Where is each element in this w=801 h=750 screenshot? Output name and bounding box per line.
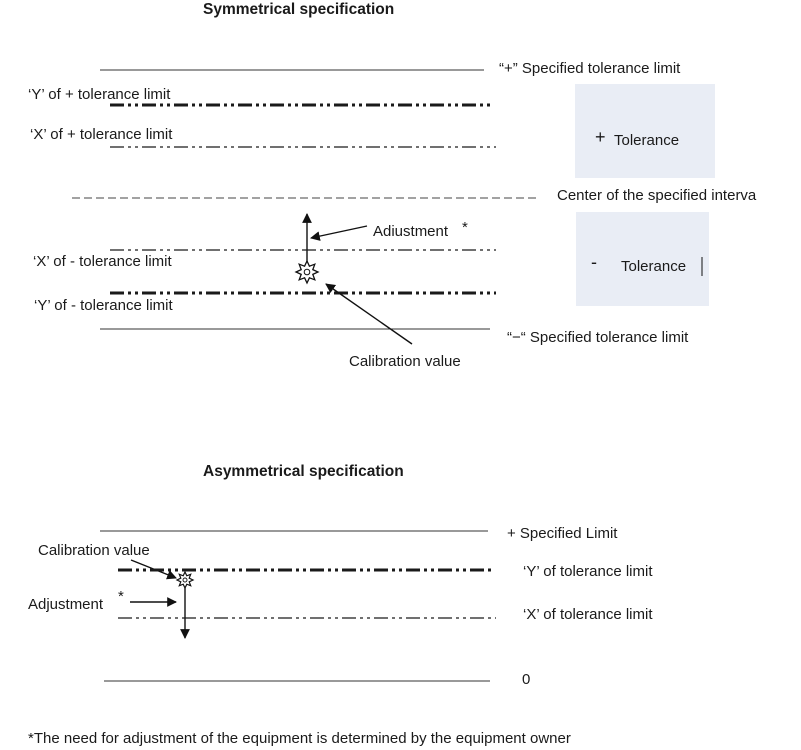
asym-adjustment-label: Adjustment (28, 596, 104, 613)
calibration-label: Calibration value (349, 353, 461, 370)
adjustment-pointer-arrow (311, 226, 367, 238)
minus-spec-limit-label: “−“ Specified tolerance limit (507, 329, 689, 346)
center-label: Center of the specified interva (557, 187, 757, 204)
footnote: *The need for adjustment of the equipment is determined by the equipment owner (28, 730, 571, 747)
plus-tolerance-label: Tolerance (614, 132, 680, 149)
y-minus-label: ‘Y’ of - tolerance limit (34, 297, 173, 314)
zero-label: 0 (522, 671, 531, 688)
minus-tolerance-label: Tolerance (621, 258, 687, 275)
minus-tolerance-sign: - (591, 252, 597, 272)
adjustment-label: Adiustment (373, 223, 449, 240)
plus-tolerance-sign: + (595, 127, 606, 147)
asym-x-label: ‘X’ of tolerance limit (523, 606, 653, 623)
asym-adjustment-asterisk: * (118, 588, 124, 605)
symmetrical-title: Symmetrical specification (203, 1, 395, 18)
asym-plus-limit-label: + Specified Limit (507, 525, 618, 542)
x-minus-label: ‘X’ of - tolerance limit (33, 253, 172, 270)
adjustment-asterisk: * (462, 219, 468, 236)
asymmetrical-title: Asymmetrical specification (203, 463, 404, 480)
plus-spec-limit-label: “+” Specified tolerance limit (499, 60, 681, 77)
asym-y-label: ‘Y’ of tolerance limit (523, 563, 653, 580)
asym-calibration-star-icon (177, 572, 193, 588)
asym-calibration-label: Calibration value (38, 542, 150, 559)
calibration-star-icon (296, 261, 318, 283)
x-plus-label: ‘X’ of + tolerance limit (30, 126, 173, 143)
y-plus-label: ‘Y’ of + tolerance limit (28, 86, 171, 103)
